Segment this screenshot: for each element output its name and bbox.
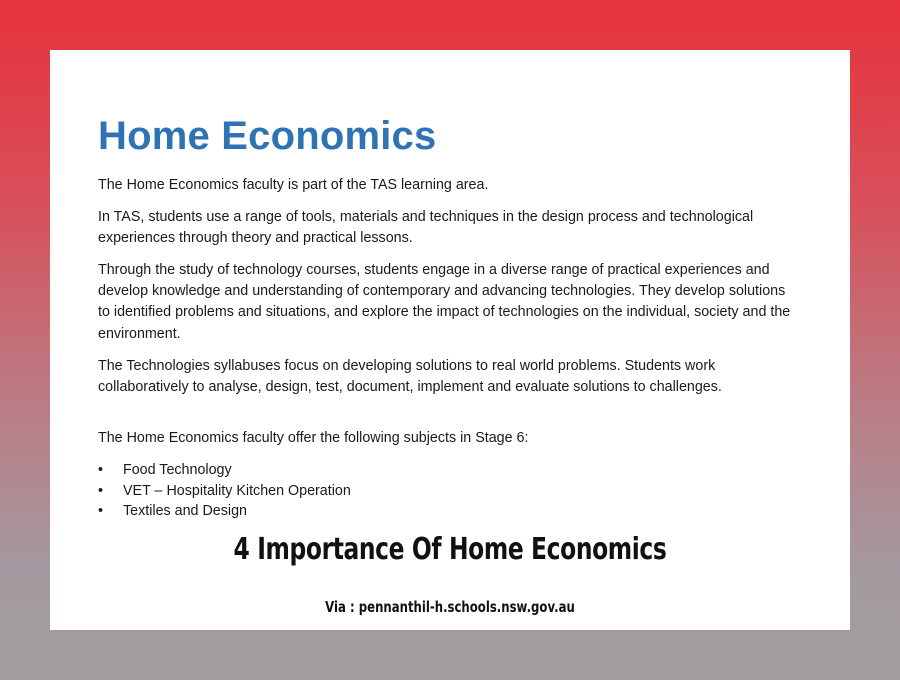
subject-list <box>98 460 798 520</box>
list-item <box>98 501 798 520</box>
paragraph-syllabuses: The Technologies syllabuses focus on developing solutions to real world problems. Students work collaboratively to analyse, design, test, document, implement and evaluate solutions to challenges. <box>98 357 722 395</box>
document-title: Home Economics <box>98 114 437 158</box>
list-item <box>98 481 798 502</box>
paragraph-tas-tools: In TAS, students use a range of tools, materials and techniques in the design process and technological experiences through theory and practical lessons. <box>98 208 754 247</box>
list-item <box>98 460 798 481</box>
paragraph-technology-courses: Through the study of technology courses, students engage in a diverse range of practical experiences and develop knowledge and understanding of contemporary and advancing technologies. They develop solutions to identified problems and situations, and explore the impact of technologies on the individual, society and the environment. <box>98 261 791 342</box>
caption-panel <box>50 520 850 630</box>
document-screenshot <box>50 50 850 520</box>
subject-label: Food Technology <box>123 462 232 479</box>
caption-source: Via : pennanthil-h.schools.nsw.gov.au <box>325 598 575 616</box>
subject-label: Textiles and Design <box>123 503 247 520</box>
bullet-icon: • <box>98 503 104 520</box>
bullet-icon: • <box>98 462 104 479</box>
paragraph-stage6-intro: The Home Economics faculty offer the following subjects in Stage 6: <box>98 430 529 447</box>
image-card <box>50 50 850 630</box>
bullet-icon: • <box>98 482 104 499</box>
caption-title: 4 Importance Of Home Economics <box>233 532 667 567</box>
document-body <box>98 175 798 520</box>
paragraph-tas-area: The Home Economics faculty is part of the TAS learning area. <box>98 177 489 193</box>
subject-label: VET – Hospitality Kitchen Operation <box>123 482 351 499</box>
